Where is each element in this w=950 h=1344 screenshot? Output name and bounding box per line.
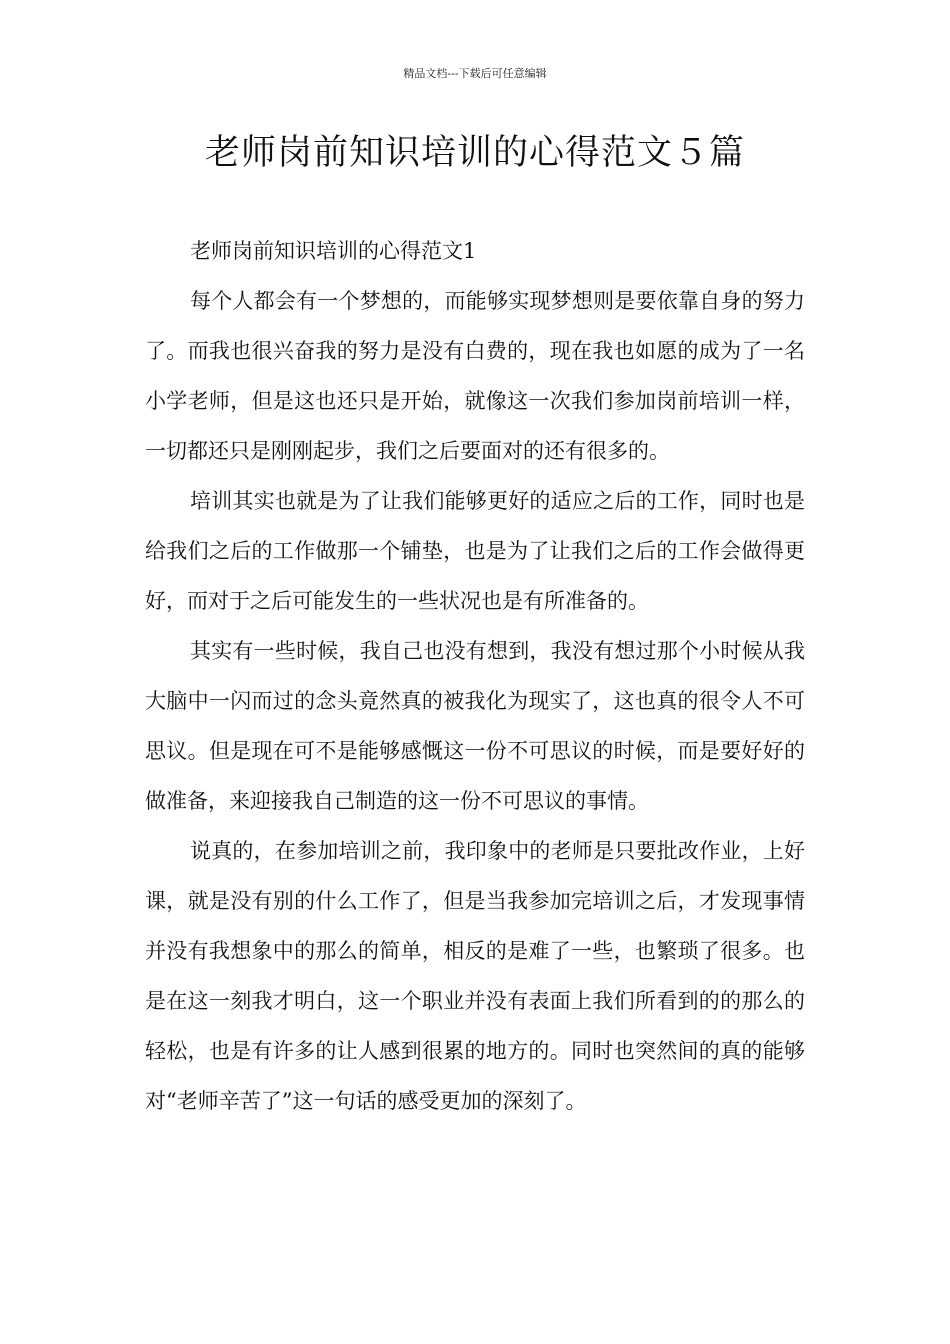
paragraph-4: 说真的，在参加培训之前，我印象中的老师是只要批改作业，上好课，就是没有别的什么工作了，但是当我参加完培训之后，才发现事情并没有我想象中的那么的简单，相反的是难了一些，也繁琐了很多。也是在这一刻我才明白，这一个职业并没有表面上我们所看到的的那么的轻松，也是有许多的让人感到很累的地方的。同时也突然间的真的能够对“老师辛苦了”这一句话的感受更加的深刻了。 (145, 839, 805, 1113)
document-title: 老师岗前知识培训的心得范文５篇 (204, 133, 745, 173)
header-watermark-text: 精品文档---下载后可任意编辑 (403, 67, 547, 80)
page-header (0, 66, 950, 82)
section-heading: 老师岗前知识培训的心得范文1 (190, 239, 477, 263)
paragraph-1: 每个人都会有一个梦想的，而能够实现梦想则是要依靠自身的努力了。而我也很兴奋我的努力是没有白费的，现在我也如愿的成为了一名小学老师，但是这也还只是开始，就像这一次我们参加岗前培训一样，一切都还只是刚刚起步，我们之后要面对的还有很多的。 (145, 289, 805, 463)
document-body (145, 226, 805, 1126)
paragraph-3: 其实有一些时候，我自己也没有想到，我没有想过那个小时候从我大脑中一闪而过的念头竟然真的被我化为现实了，这也真的很令人不可思议。但是现在可不是能够感慨这一份不可思议的时候，而是要好好的做准备，来迎接我自己制造的这一份不可思议的事情。 (145, 639, 805, 813)
paragraph-2: 培训其实也就是为了让我们能够更好的适应之后的工作，同时也是给我们之后的工作做那一个铺垫，也是为了让我们之后的工作会做得更好，而对于之后可能发生的一些状况也是有所准备的。 (145, 489, 805, 613)
